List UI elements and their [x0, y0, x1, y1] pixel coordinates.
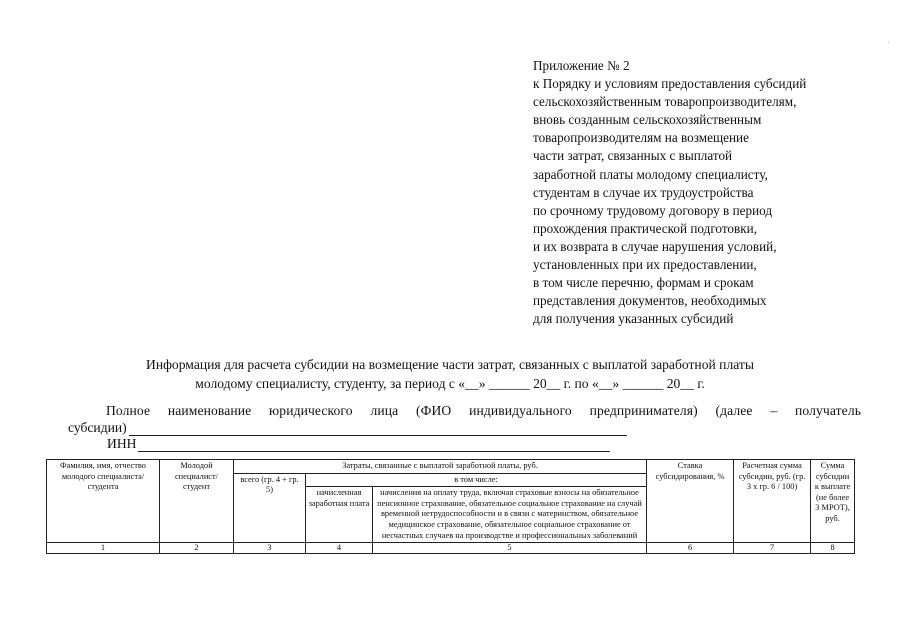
appendix-line: и их возврата в случае нарушения условий,: [533, 238, 777, 254]
subsidy-table: [46, 459, 855, 554]
appendix-line: по срочному трудовому договору в период: [533, 202, 773, 218]
inn-row: [107, 435, 610, 452]
column-number: 3: [234, 543, 306, 554]
appendix-line: товаропроизводителям на возмещение: [533, 130, 749, 146]
appendix-line: вновь созданным сельскохозяйственным: [533, 112, 762, 128]
inn-field[interactable]: [138, 438, 610, 452]
header-salary: начисленная заработная плата: [306, 487, 373, 543]
header-fio: Фамилия, имя, отчество молодого специалиста/ студента: [47, 460, 160, 543]
header-insurance: начисления на оплату труда, включая страховые взносы на обязательное пенсионное страхование, обязательное социальное страхование на случай временной нетрудоспособности и в связи с материнством, обязательное медицинское страхование, обязательное социальное страхование от несчастных случаев на производстве и профессиональных заболеваний: [373, 487, 647, 543]
appendix-line: к Порядку и условиям предоставления субсидий: [533, 76, 807, 92]
title-line-2: молодому специалисту, студенту, за период с «__» ______ 20__ г. по «__» ______ 20__ г.: [195, 375, 705, 391]
header-total: всего (гр. 4 + гр. 5): [234, 473, 306, 543]
appendix-line: для получения указанных субсидий: [533, 311, 734, 327]
column-number: 7: [734, 543, 811, 554]
appendix-line: в том числе перечню, формам и срокам: [533, 275, 754, 291]
header-calc: Расчетная сумма субсидии, руб. (гр. 3 х гр. 6 / 100): [734, 460, 811, 543]
appendix-header: [533, 57, 893, 328]
header-rate: Ставка субсидирования, %: [647, 460, 734, 543]
appendix-line: прохождения практической подготовки,: [533, 220, 757, 236]
header-including: в том числе:: [306, 473, 647, 487]
appendix-line: сельскохозяйственным товаропроизводителям,: [533, 94, 797, 110]
column-number: 8: [811, 543, 855, 554]
appendix-line: заработной платы молодому специалисту,: [533, 166, 768, 182]
recipient-label-cont: субсидии): [68, 420, 127, 435]
column-number: 1: [47, 543, 160, 554]
recipient-name-field[interactable]: [129, 422, 627, 436]
scan-dot: [888, 42, 889, 43]
appendix-line: установленных при их предоставлении,: [533, 257, 757, 273]
appendix-line: Приложение № 2: [533, 58, 630, 73]
header-type: Молодой специалист/ студент: [160, 460, 234, 543]
recipient-block: [68, 402, 861, 436]
column-number: 6: [647, 543, 734, 554]
column-numbers-row: [47, 543, 855, 554]
header-costs-group: Затраты, связанные с выплатой заработной платы, руб.: [234, 460, 647, 474]
inn-label: ИНН: [107, 436, 137, 451]
title-line-1: Информация для расчета субсидии на возмещение части затрат, связанных с выплатой заработной платы: [146, 357, 754, 372]
appendix-line: студентам в случае их трудоустройства: [533, 184, 754, 200]
recipient-line: [68, 419, 861, 436]
appendix-line: представления документов, необходимых: [533, 293, 767, 309]
document-title: [60, 356, 840, 393]
column-number: 5: [373, 543, 647, 554]
appendix-line: части затрат, связанных с выплатой: [533, 148, 733, 164]
column-number: 2: [160, 543, 234, 554]
column-number: 4: [306, 543, 373, 554]
recipient-label: Полное наименование юридического лица (ФИО индивидуального предпринимателя) (далее – получатель: [106, 403, 861, 418]
header-payout: Сумма субсидии к выплате (не более 3 МРОТ), руб.: [811, 460, 855, 543]
